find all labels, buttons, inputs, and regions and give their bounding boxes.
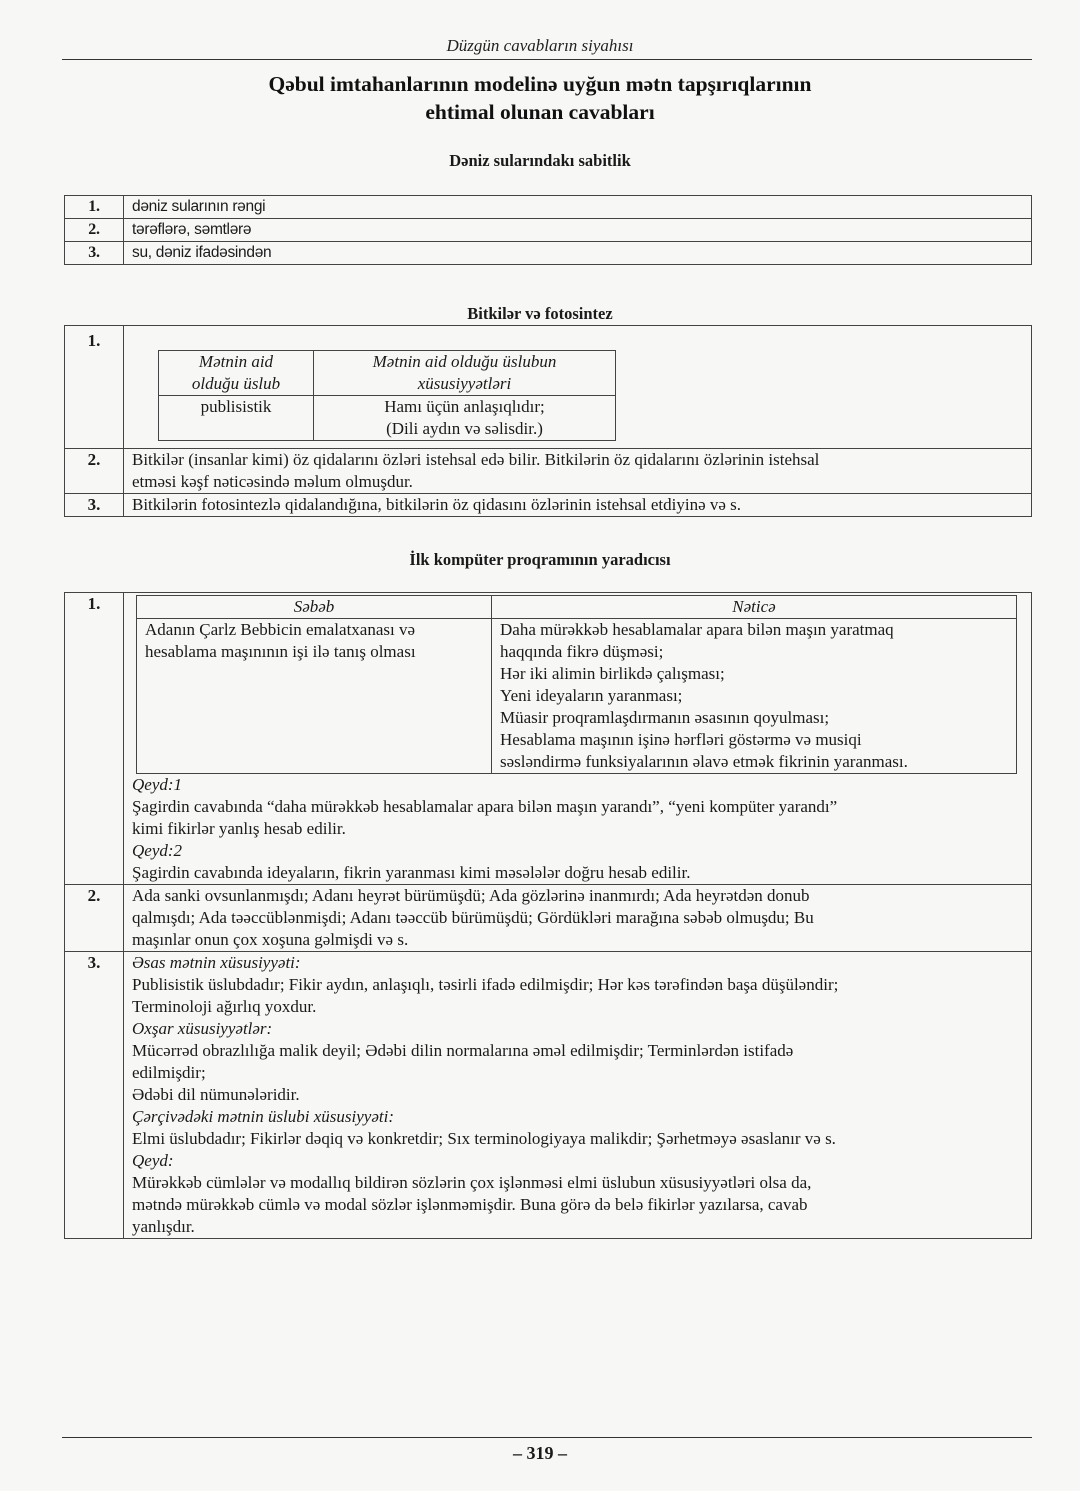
cause-effect-header bbox=[137, 596, 1017, 619]
header-effect: Nəticə bbox=[492, 596, 1017, 619]
subheading: Qeyd: bbox=[132, 1151, 174, 1170]
table-row bbox=[65, 449, 1032, 494]
footer-divider bbox=[62, 1437, 1032, 1438]
row-number: 3. bbox=[65, 242, 124, 265]
answer-text: su, dəniz ifadəsindən bbox=[124, 242, 1032, 265]
section-title-sea: Dəniz sularındakı sabitlik bbox=[449, 151, 631, 170]
row-number: 2. bbox=[65, 885, 124, 952]
table-row bbox=[65, 593, 1032, 885]
title-line-1: Qəbul imtahanlarının modelinə uyğun mətn tapşırıqlarının bbox=[268, 72, 812, 96]
plants-answers-table bbox=[64, 325, 1032, 517]
table-row bbox=[65, 885, 1032, 952]
row-number: 1. bbox=[65, 196, 124, 219]
style-table-header bbox=[159, 351, 616, 396]
table-row bbox=[65, 242, 1032, 265]
table-row bbox=[65, 219, 1032, 242]
row-number: 2. bbox=[65, 219, 124, 242]
row-number: 3. bbox=[65, 952, 124, 1239]
header-cause: Səbəb bbox=[137, 596, 492, 619]
page-title bbox=[0, 70, 1080, 126]
row-number: 1. bbox=[65, 593, 124, 885]
table-row bbox=[65, 494, 1032, 517]
header-divider bbox=[62, 59, 1032, 60]
table-row bbox=[65, 326, 1032, 449]
page-number: – 319 – bbox=[513, 1443, 567, 1463]
table-row bbox=[65, 196, 1032, 219]
computer-answers-table bbox=[64, 592, 1032, 1239]
style-value: publisistik bbox=[159, 396, 314, 441]
row-number: 2. bbox=[65, 449, 124, 494]
sea-answers-table bbox=[64, 195, 1032, 265]
style-table-row bbox=[159, 396, 616, 441]
answer-cell bbox=[124, 593, 1032, 885]
cause-effect-row bbox=[137, 619, 1017, 774]
answer-cell bbox=[124, 326, 1032, 449]
section-title-plants: Bitkilər və fotosintez bbox=[467, 304, 613, 323]
subheading: Oxşar xüsusiyyətlər: bbox=[132, 1019, 273, 1038]
answer-text: Əsas mətnin xüsusiyyəti: Publisistik üslubdadır; Fikir aydın, anlaşıqlı, təsirli ifadə edilmişdir; Hər kəs tərəfindən başa düşüləndir; Terminoloji ağırlıq yoxdur. Oxşar xüsusiyyətlər: Mücərrəd obrazlılığa malik deyil; Ədəbi dilin normalarına əməl edilmişdir; Terminlərdən istifadə edilmişdir; Ədəbi dil nümunələridir. Çərçivədəki mətnin üslubi xüsusiyyəti: Elmi üslubdadır; Fikirlər dəqiq və konkretdir; Sıx terminologiyaya malikdir; Şərhetməyə əsaslanır və s. Qeyd: Mürəkkəb cümlələr və modallıq bildirən sözlərin çox işlənməsi elmi üslubun xüsusiyyətləri olsa da, mətndə mürəkkəb cümlə və modal sözlər işlənməmişdir. Buna görə də belə fikirlər yazılarsa, cavab yanlışdır. bbox=[124, 952, 1032, 1239]
header-style: Mətnin aid olduğu üslub bbox=[159, 351, 314, 396]
cause-effect-table bbox=[136, 595, 1017, 774]
style-features-value: Hamı üçün anlaşıqlıdır; (Dili aydın və səlisdir.) bbox=[314, 396, 616, 441]
note-label: Qeyd:1 bbox=[132, 775, 183, 794]
answer-text: Ada sanki ovsunlanmışdı; Adanı heyrət bürümüşdü; Ada gözlərinə inanmırdı; Ada heyrətdən donub qalmışdı; Ada təəccüblənmişdi; Adanı təəccüb bürümüşdü; Gördükləri marağına səbəb olmuşdu; Bu maşınlar onun çox xoşuna gəlmişdi və s. bbox=[124, 885, 1032, 952]
subheading: Əsas mətnin xüsusiyyəti: bbox=[132, 953, 301, 972]
cause-text: Adanın Çarlz Bebbicin emalatxanası və hesablama maşınının işi ilə tanış olması bbox=[137, 619, 492, 774]
row-number: 3. bbox=[65, 494, 124, 517]
notes: Qeyd:1 Şagirdin cavabında “daha mürəkkəb hesablamalar apara bilən maşın yarandı”, “yeni kompüter yarandı” kimi fikirlər yanlış hesab edilir. Qeyd:2 Şagirdin cavabında ideyaların, fikrin yaranması kimi məsələlər doğru hesab edilir. bbox=[132, 774, 1031, 884]
header-style-features: Mətnin aid olduğu üslubun xüsusiyyətləri bbox=[314, 351, 616, 396]
section-title-computer: İlk kompüter proqramının yaradıcısı bbox=[409, 550, 671, 569]
subheading: Çərçivədəki mətnin üslubi xüsusiyyəti: bbox=[132, 1107, 394, 1126]
note-label: Qeyd:2 bbox=[132, 841, 183, 860]
running-head: Düzgün cavabların siyahısı bbox=[446, 36, 634, 55]
answer-text: Bitkilərin fotosintezlə qidalandığına, bitkilərin öz qidasını özlərinin istehsal etdiyinə və s. bbox=[124, 494, 1032, 517]
row-number: 1. bbox=[65, 326, 124, 449]
effect-list: Daha mürəkkəb hesablamalar apara bilən maşın yaratmaq haqqında fikrə düşməsi; Hər iki alimin birlikdə çalışması; Yeni ideyaların yaranması; Müasir proqramlaşdırmanın əsasının qoyulması; Hesablama maşının işinə hərfləri göstərmə və musiqi səsləndirmə funksiyalarının əlavə etmək fikrinin yaranması. bbox=[492, 619, 1017, 774]
table-row bbox=[65, 952, 1032, 1239]
answer-text: tərəflərə, səmtlərə bbox=[124, 219, 1032, 242]
title-line-2: ehtimal olunan cavabları bbox=[425, 100, 655, 124]
answer-text: dəniz sularının rəngi bbox=[124, 196, 1032, 219]
style-table bbox=[158, 350, 616, 441]
answer-text: Bitkilər (insanlar kimi) öz qidalarını özləri istehsal edə bilir. Bitkilərin öz qidalarını özlərinin istehsal etməsi kəşf nəticəsində məlum olmuşdur. bbox=[124, 449, 1032, 494]
